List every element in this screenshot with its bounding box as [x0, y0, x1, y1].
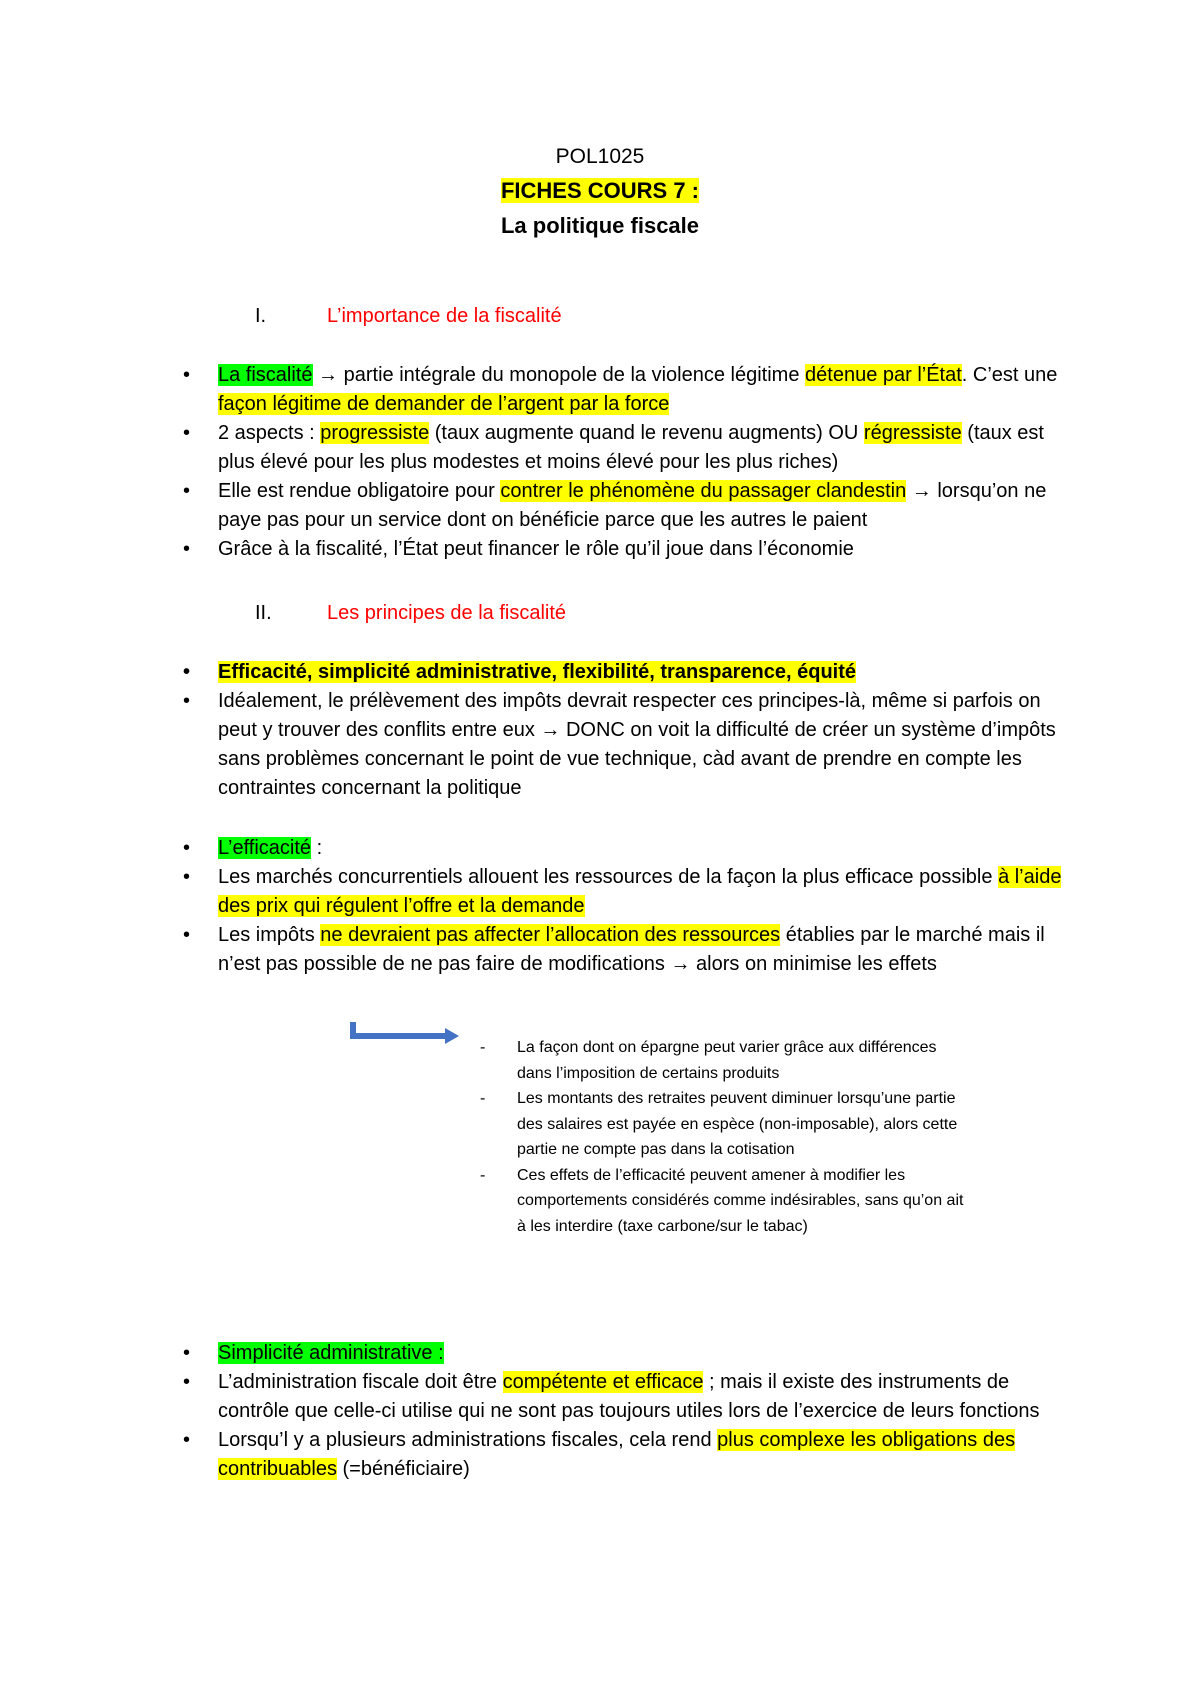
list-item: • La fiscalité → partie intégrale du monopole de la violence légitime détenue par l’État. C’est une façon légitime de demander de l’argent par la force: [0, 361, 1200, 419]
list-item: - Les montants des retraites peuvent diminuer lorsqu’une partie des salaires est payée en espèce (non-imposable), alors cette partie ne compte pas dans la cotisation: [0, 1086, 1200, 1163]
course-title: [0, 178, 1200, 204]
efficacite-list: [0, 834, 1200, 979]
list-item: • Les marchés concurrentiels allouent les ressources de la façon la plus efficace possible à l’aide des prix qui régulent l’offre et la demande: [0, 863, 1200, 921]
simplicite-list: [0, 1339, 1200, 1484]
section-number: I.: [255, 305, 267, 327]
list-item: • Efficacité, simplicité administrative, flexibilité, transparence, équité: [0, 658, 1200, 687]
efficacite-subpoints: [0, 1035, 1200, 1239]
section-title: Les principes de la fiscalité: [327, 602, 567, 624]
course-code: POL1025: [555, 145, 645, 168]
section-heading-2: [255, 602, 566, 625]
list-item: • Grâce à la fiscalité, l’État peut financer le rôle qu’il joue dans l’économie: [0, 535, 1200, 564]
list-item: • Lorsqu’l y a plusieurs administrations fiscales, cela rend plus complexe les obligations des contribuables (=bénéficiaire): [0, 1426, 1200, 1484]
list-item: • 2 aspects : progressiste (taux augmente quand le revenu augments) OU régressiste (taux est plus élevé pour les plus modestes et moins élevé pour les plus riches): [0, 419, 1200, 477]
section-heading-1: [255, 305, 562, 328]
list-item: - La façon dont on épargne peut varier grâce aux différences dans l’imposition de certains produits: [0, 1035, 1200, 1086]
section-number: II.: [255, 602, 272, 624]
course-title-text: FICHES COURS 7 :: [500, 178, 700, 203]
list-item: • Les impôts ne devraient pas affecter l’allocation des ressources établies par le marché mais il n’est pas possible de ne pas faire de modifications → alors on minimise les effets: [0, 921, 1200, 979]
list-item: - Ces effets de l’efficacité peuvent amener à modifier les comportements considérés comme indésirables, sans qu’on ait à les interdire (taxe carbone/sur le tabac): [0, 1163, 1200, 1240]
list-item: • Idéalement, le prélèvement des impôts devrait respecter ces principes-là, même si parfois on peut y trouver des conflits entre eux → DONC on voit la difficulté de créer un système d’impôts sans problèmes concernant le point de vue technique, càd avant de prendre en compte les contraintes concernant la politique: [0, 687, 1200, 803]
list-item: • L’efficacité :: [0, 834, 1200, 863]
list-item: • Elle est rendue obligatoire pour contrer le phénomène du passager clandestin → lorsqu’on ne paye pas pour un service dont on bénéficie parce que les autres le paient: [0, 477, 1200, 535]
course-subtitle: La politique fiscale: [500, 213, 700, 238]
section1-list: [0, 361, 1200, 564]
list-item: • L’administration fiscale doit être compétente et efficace ; mais il existe des instruments de contrôle que celle-ci utilise qui ne sont pas toujours utiles lors de l’exercice de leurs fonctions: [0, 1368, 1200, 1426]
list-item: • Simplicité administrative :: [0, 1339, 1200, 1368]
section2-list: [0, 658, 1200, 803]
section-title: L’importance de la fiscalité: [327, 305, 562, 327]
